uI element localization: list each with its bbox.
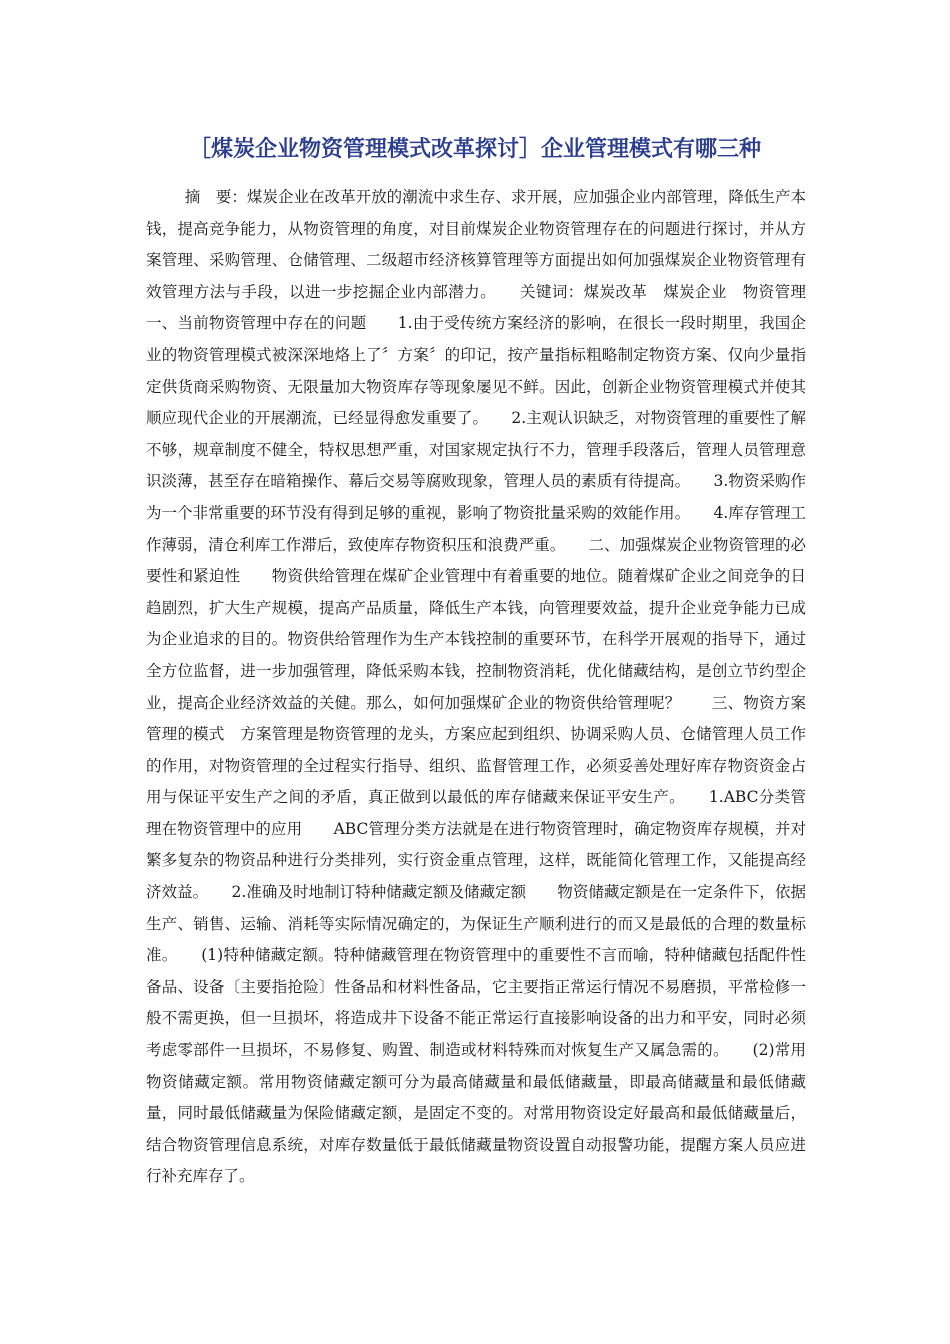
document-body: 摘 要：煤炭企业在改革开放的潮流中求生存、求开展，应加强企业内部管理，降低生产本钱，提高竞争能力，从物资管理的角度，对目前煤炭企业物资管理存在的问题进行探讨，并从方案管理、采购管理、仓储管理、二级超市经济核算管理等方面提出如何加强煤炭企业物资管理有效管理方法与手段，以进一步挖掘企业内部潜力。 关键词：煤炭改革 煤炭企业 物资管理 一、当前物资管理中存在的问题 1.由于受传统方案经济的影响，在很长一段时期里，我国企业的物资管理模式被深深地烙上了〞方案〞的印记，按产量指标粗略制定物资方案、仅向少量指定供货商采购物资、无限量加大物资库存等现象屡见不鲜。因此，创新企业物资管理模式并使其顺应现代企业的开展潮流，已经显得愈发重要了。 2.主观认识缺乏，对物资管理的重要性了解不够，规章制度不健全，特权思想严重，对国家规定执行不力，管理手段落后，管理人员管理意识淡薄，甚至存在暗箱操作、幕后交易等腐败现象，管理人员的素质有待提高。 3.物资采购作为一个非常重要的环节没有得到足够的重视，影响了物资批量采购的效能作用。 4.库存管理工作薄弱，清仓利库工作滞后，致使库存物资积压和浪费严重。 二、加强煤炭企业物资管理的必要性和紧迫性 物资供给管理在煤矿企业管理中有着重要的地位。随着煤矿企业之间竞争的日趋剧烈，扩大生产规模，提高产品质量，降低生产本钱，向管理要效益，提升企业竞争能力已成为企业追求的目的。物资供给管理作为生产本钱控制的重要环节，在科学开展观的指导下，通过全方位监督，进一步加强管理，降低采购本钱，控制物资消耗，优化储藏结构，是创立节约型企业，提高企业经济效益的关健。那么，如何加强煤矿企业的物资供给管理呢？ 三、物资方案管理的模式 方案管理是物资管理的龙头，方案应起到组织、协调采购人员、仓储管理人员工作的作用，对物资管理的全过程实行指导、组织、监督管理工作，必须妥善处理好库存物资资金占用与保证平安生产之间的矛盾，真正做到以最低的库存储藏来保证平安生产。 1.ABC分类管理在物资管理中的应用 ABC管理分类方法就是在进行物资管理时，确定物资库存规模，并对繁多复杂的物资品种进行分类排列，实行资金重点管理，这样，既能简化管理工作，又能提高经济效益。 2.准确及时地制订特种储藏定额及储藏定额 物资储藏定额是在一定条件下，依据生产、销售、运输、消耗等实际情况确定的，为保证生产顺利进行的而又是最低的合理的数量标准。 (1)特种储藏定额。特种储藏管理在物资管理中的重要性不言而喻，特种储藏包括配件性备品、设备〔主要指抢险〕性备品和材料性备品，它主要指正常运行情况不易磨损，平常检修一般不需更换，但一旦损坏，将造成井下设备不能正常运行直接影响设备的出力和平安，同时必须考虑零部件一旦损坏，不易修复、购置、制造或材料特殊而对恢复生产又属急需的。 (2)常用物资储藏定额。常用物资储藏定额可分为最高储藏量和最低储藏量，即最高储藏量和最低储藏量，同时最低储藏量为保险储藏定额，是固定不变的。对常用物资设定好最高和最低储藏量后，结合物资管理信息系统，对库存数量低于最低储藏量物资设置自动报警功能，提醒方案人员应进行补充库存了。: [146, 188, 838, 1186]
document-title: ［煤炭企业物资管理模式改革探讨］企业管理模式有哪三种: [188, 137, 761, 162]
